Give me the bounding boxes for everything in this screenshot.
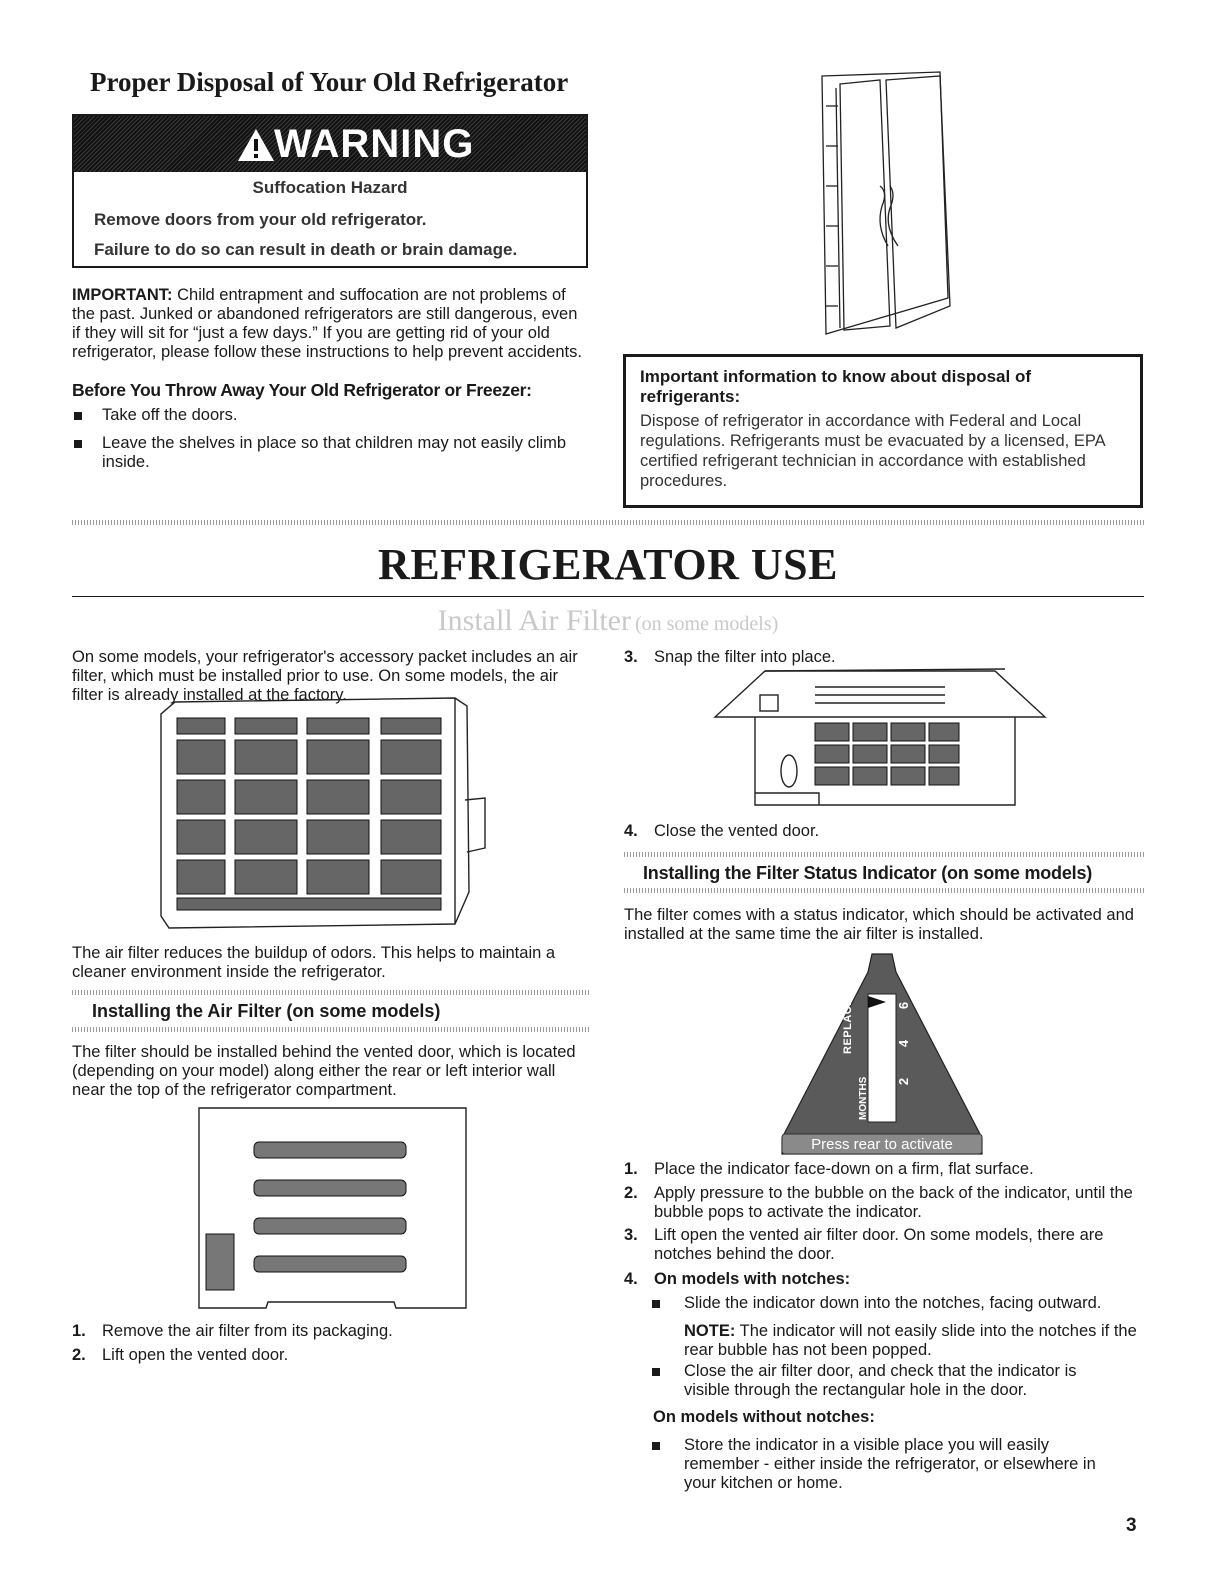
- step-number: 1.: [624, 1160, 638, 1178]
- indicator-n6: 6: [896, 1001, 912, 1010]
- air-filter-illustration: [155, 692, 495, 932]
- warning-banner: [74, 116, 586, 172]
- installing-air-filter-text: The filter should be installed behind the vented door, which is located (depending on your model) along either the rear or left interior wall near the top of the refrigerator compartment.: [72, 1043, 576, 1099]
- bullet-text: Store the indicator in a visible place you will easily remember - either inside the refrigerator, or elsewhere in your kitchen or home.: [684, 1436, 1096, 1492]
- installing-heading-rule-top: [72, 990, 590, 995]
- step-text: Apply pressure to the bubble on the back of the indicator, until the bubble pops to activate the indicator.: [654, 1184, 1133, 1221]
- bullet-square-icon: [74, 412, 82, 420]
- note-label: NOTE:: [684, 1322, 736, 1340]
- note-text: The indicator will not easily slide into the notches if the rear bubble has not been popped.: [684, 1322, 1137, 1359]
- indicator-months: MONTHS: [858, 1076, 869, 1120]
- snap-filter-illustration: [705, 665, 1055, 815]
- indicator-heading: Installing the Filter Status Indicator (on some models): [643, 863, 1093, 883]
- air-filter-intro: On some models, your refrigerator's accessory packet includes an air filter, which must be installed prior to use. On some models, the air filter is already installed at the factory.: [72, 648, 578, 704]
- indicator-replace: REPLACE: [842, 997, 854, 1054]
- vented-door-illustration: [198, 1106, 468, 1310]
- note-paragraph: [684, 1322, 1144, 1360]
- step-number: 3.: [624, 1226, 638, 1244]
- bullet-text: Take off the doors.: [102, 406, 238, 424]
- install-air-filter-heading: Install Air Filter (on some models): [437, 604, 779, 637]
- step-text: Lift open the vented door.: [102, 1346, 289, 1364]
- without-notches-heading: On models without notches:: [653, 1408, 875, 1426]
- bullet-text: Close the air filter door, and check that the indicator is visible through the rectangular hole in the door.: [684, 1362, 1077, 1399]
- warning-line2: Failure to do so can result in death or brain damage.: [94, 240, 518, 259]
- step-number: 2.: [624, 1184, 638, 1202]
- step-number: 1.: [72, 1322, 86, 1340]
- step-text: Remove the air filter from its packaging.: [102, 1322, 393, 1340]
- indicator-n4: 4: [896, 1039, 912, 1048]
- before-heading: Before You Throw Away Your Old Refrigerator or Freezer:: [72, 380, 532, 400]
- step-text: Close the vented door.: [654, 822, 820, 840]
- installing-heading-rule-bottom: [72, 1027, 590, 1032]
- bullet-square-icon: [74, 440, 82, 448]
- warning-hazard: Suffocation Hazard: [252, 178, 408, 197]
- step-number: 2.: [72, 1346, 86, 1364]
- warning-label: WARNING: [274, 122, 475, 166]
- info-box-text: Dispose of refrigerator in accordance with Federal and Local regulations. Refrigerants must be evacuated by a licensed, EPA certified refrigerant technician in accordance with established procedures.: [640, 412, 1105, 490]
- section-title: REFRIGERATOR USE: [378, 540, 838, 589]
- disposal-title: Proper Disposal of Your Old Refrigerator: [90, 67, 569, 97]
- important-paragraph: [72, 286, 590, 362]
- warning-box: [72, 114, 588, 268]
- bullet-square-icon: [652, 1442, 660, 1450]
- info-box-title: Important information to know about disposal of refrigerants:: [640, 367, 1031, 406]
- section-dotted-rule: [72, 520, 1144, 525]
- step-text: Lift open the vented air filter door. On some models, there are notches behind the door.: [654, 1226, 1104, 1263]
- bullet-square-icon: [652, 1368, 660, 1376]
- step-number: 4.: [624, 822, 638, 840]
- step-text: On models with notches:: [654, 1270, 851, 1288]
- step-number: 3.: [624, 648, 638, 666]
- step-number: 4.: [624, 1270, 638, 1288]
- bullet-text: Leave the shelves in place so that children may not easily climb inside.: [102, 434, 567, 471]
- page-number: 3: [1126, 1515, 1137, 1536]
- section-rule: [72, 596, 1144, 597]
- indicator-heading-rule-top: [624, 852, 1144, 857]
- alert-triangle-icon: [236, 127, 276, 163]
- refrigerator-illustration: [800, 66, 970, 336]
- important-label: IMPORTANT:: [72, 286, 173, 304]
- air-filter-reduces: The air filter reduces the buildup of odors. This helps to maintain a cleaner environment inside the refrigerator.: [72, 944, 556, 981]
- indicator-heading-rule-bottom: [624, 888, 1144, 893]
- step-text: Place the indicator face-down on a firm, flat surface.: [654, 1160, 1034, 1178]
- important-text: Child entrapment and suffocation are not problems of the past. Junked or abandoned refrigerators are still dangerous, even if they will sit for “just a few days.” If you are getting rid of your old refrigerator, please follow these instructions to help prevent accidents.: [72, 286, 582, 361]
- indicator-press-label: Press rear to activate: [811, 1136, 953, 1153]
- installing-air-filter-heading: Installing the Air Filter (on some models): [92, 1001, 441, 1021]
- bullet-square-icon: [652, 1300, 660, 1308]
- refrigerant-info-box: [623, 354, 1143, 508]
- indicator-n2: 2: [896, 1077, 912, 1086]
- status-indicator-graphic: [776, 950, 988, 1158]
- step-text: Snap the filter into place.: [654, 648, 836, 666]
- bullet-text: Slide the indicator down into the notches, facing outward.: [684, 1294, 1102, 1312]
- warning-line1: Remove doors from your old refrigerator.: [94, 210, 427, 229]
- indicator-intro: The filter comes with a status indicator, which should be activated and installed at the same time the air filter is installed.: [624, 906, 1134, 943]
- indicator-shape: [776, 950, 988, 1158]
